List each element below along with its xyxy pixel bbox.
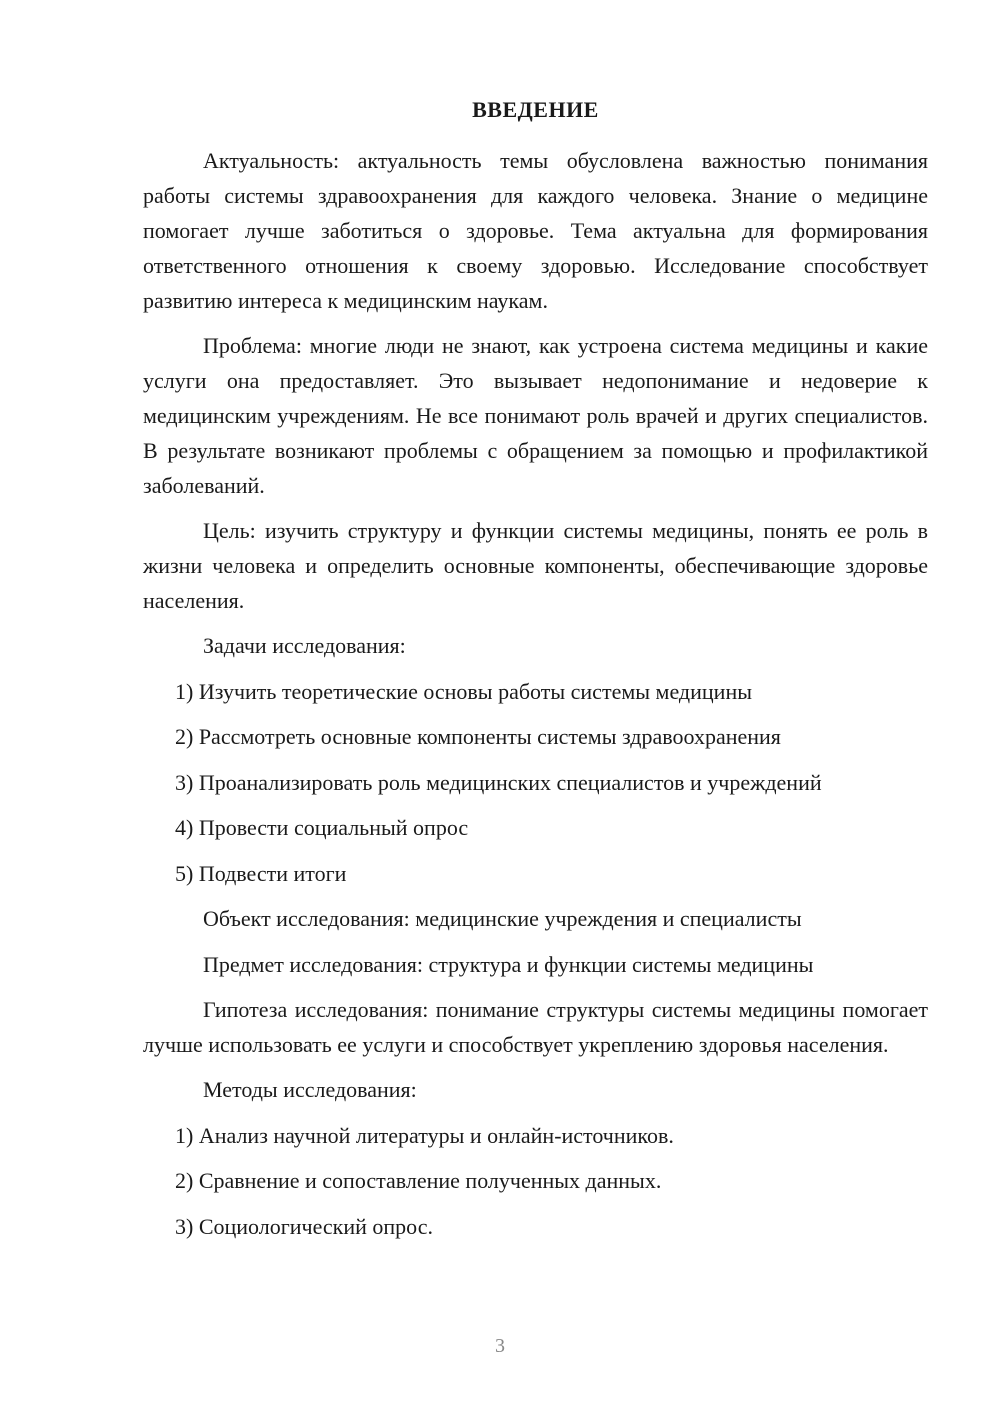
hypothesis-paragraph: Гипотеза исследования: понимание структуры системы медицины помогает лучше использовать ее услуги и способствует укреплению здоровья населения.	[143, 997, 928, 1057]
relevance-paragraph: Актуальность: актуальность темы обусловлена важностью понимания работы системы здравоохранения для каждого человека. Знание о медицине помогает лучше заботиться о здоровье. Тема актуальна для формирования ответственного отношения к своему здоровью. Исследование способствует развитию интереса к медицинским наукам.	[143, 148, 928, 313]
task-item: 5) Подвести итоги	[175, 860, 347, 886]
methods-heading: Методы исследования:	[203, 1077, 417, 1102]
research-object: Объект исследования: медицинские учреждения и специалисты	[203, 906, 802, 931]
goal-paragraph: Цель: изучить структуру и функции системы медицины, понять ее роль в жизни человека и определить основные компоненты, обеспечивающие здоровье населения.	[143, 518, 928, 613]
document-page	[143, 92, 928, 1254]
task-item: 1) Изучить теоретические основы работы системы медицины	[175, 678, 752, 704]
research-subject: Предмет исследования: структура и функции системы медицины	[203, 951, 814, 977]
method-item: 2) Сравнение и сопоставление полученных данных.	[175, 1168, 662, 1193]
task-item: 2) Рассмотреть основные компоненты системы здравоохранения	[175, 724, 781, 749]
method-item: 1) Анализ научной литературы и онлайн-источников.	[175, 1122, 674, 1148]
page-title: ВВЕДЕНИЕ	[472, 97, 599, 122]
page-number: 3	[495, 1335, 505, 1357]
method-item: 3) Социологический опрос.	[175, 1213, 433, 1239]
task-item: 4) Провести социальный опрос	[175, 815, 469, 840]
task-item: 3) Проанализировать роль медицинских специалистов и учреждений	[175, 769, 822, 795]
problem-paragraph: Проблема: многие люди не знают, как устроена система медицины и какие услуги она предоставляет. Это вызывает недопонимание и недоверие к медицинским учреждениям. Не все понимают роль врачей и других специалистов. В результате возникают проблемы с обращением за помощью и профилактикой заболеваний.	[143, 333, 928, 498]
tasks-heading: Задачи исследования:	[203, 633, 406, 658]
